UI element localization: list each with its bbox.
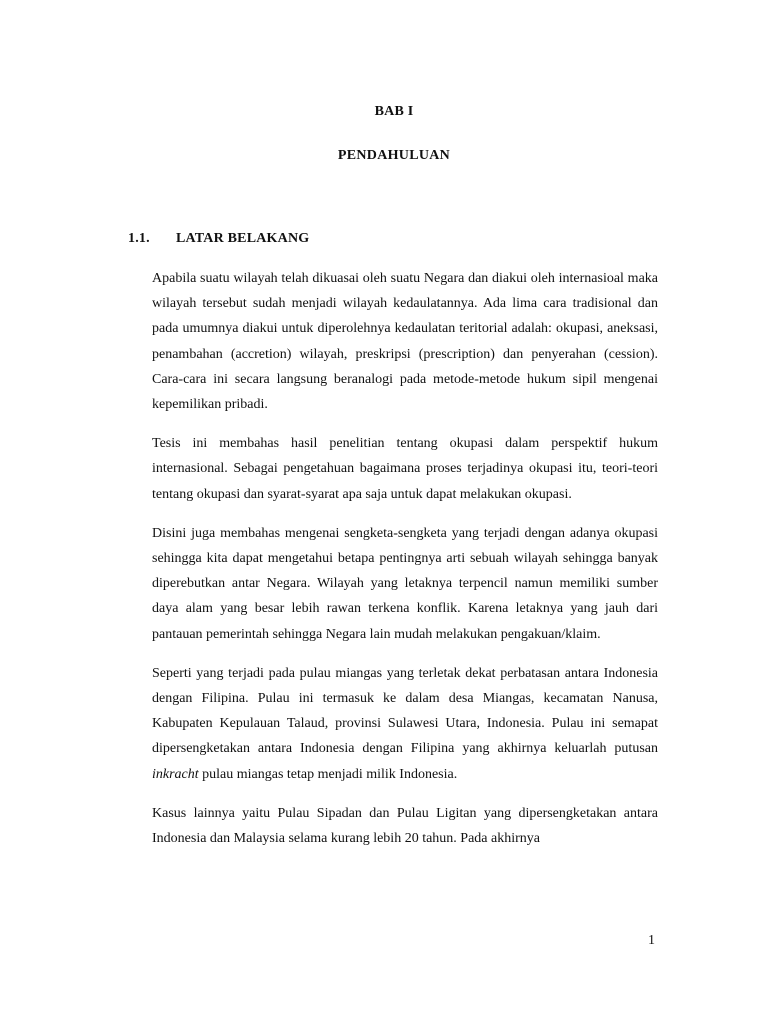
paragraph-4-text-end: pulau miangas tetap menjadi milik Indonesia. — [198, 766, 458, 782]
body-text — [152, 266, 658, 865]
paragraph-2: Tesis ini membahas hasil penelitian tentang okupasi dalam perspektif hukum internasional. Sebagai pengetahuan bagaimana proses terjadinya okupasi itu, teori-teori tentang okupasi dan syarat-syarat apa saja untuk dapat melakukan okupasi. — [152, 436, 658, 502]
section-title: LATAR BELAKANG — [176, 231, 310, 246]
paragraph-4 — [152, 661, 658, 787]
section-heading — [128, 231, 309, 247]
section-number: 1.1. — [128, 231, 150, 246]
chapter-label: BAB I — [374, 104, 414, 119]
paragraph-4-text-start: Seperti yang terjadi pada pulau miangas yang terletak dekat perbatasan antara Indonesia dengan Filipina. Pulau ini termasuk ke dalam desa Miangas, kecamatan Nanusa, Kabupaten Kepulauan Talaud, provinsi Sulawesi Utara, Indonesia. Pulau ini semapat dipersengketakan antara Indonesia dengan Filipina yang akhirnya keluarlah putusan — [152, 665, 658, 757]
italic-term: inkracht — [152, 766, 199, 782]
paragraph-5: Kasus lainnya yaitu Pulau Sipadan dan Pulau Ligitan yang dipersengketakan antara Indonesia dan Malaysia selama kurang lebih 20 tahun. Pada akhirnya — [152, 805, 658, 847]
chapter-title: PENDAHULUAN — [337, 148, 451, 163]
paragraph-1: Apabila suatu wilayah telah dikuasai oleh suatu Negara dan diakui oleh internasioal maka wilayah tersebut sudah menjadi wilayah kedaulatannya. Ada lima cara tradisional dan pada umumnya diakui untuk diperolehnya kedaulatan teritorial adalah: okupasi, aneksasi, penambahan (accretion) wilayah, preskripsi (prescription) dan penyerahan (cession). Cara-cara ini secara langsung beranalogi pada metode-metode hukum sipil mengenai kepemilikan pribadi. — [152, 271, 658, 413]
page-number: 1 — [648, 933, 655, 948]
paragraph-3: Disini juga membahas mengenai sengketa-sengketa yang terjadi dengan adanya okupasi sehingga kita dapat mengetahui betapa pentingnya arti sebuah wilayah sehingga banyak diperebutkan antar Negara. Wilayah yang letaknya terpencil namun memiliki sumber daya alam yang besar lebih rawan terkena konflik. Karena letaknya yang jauh dari pantauan pemerintah sehingga Negara lain mudah melakukan pengakuan/klaim. — [152, 525, 658, 642]
